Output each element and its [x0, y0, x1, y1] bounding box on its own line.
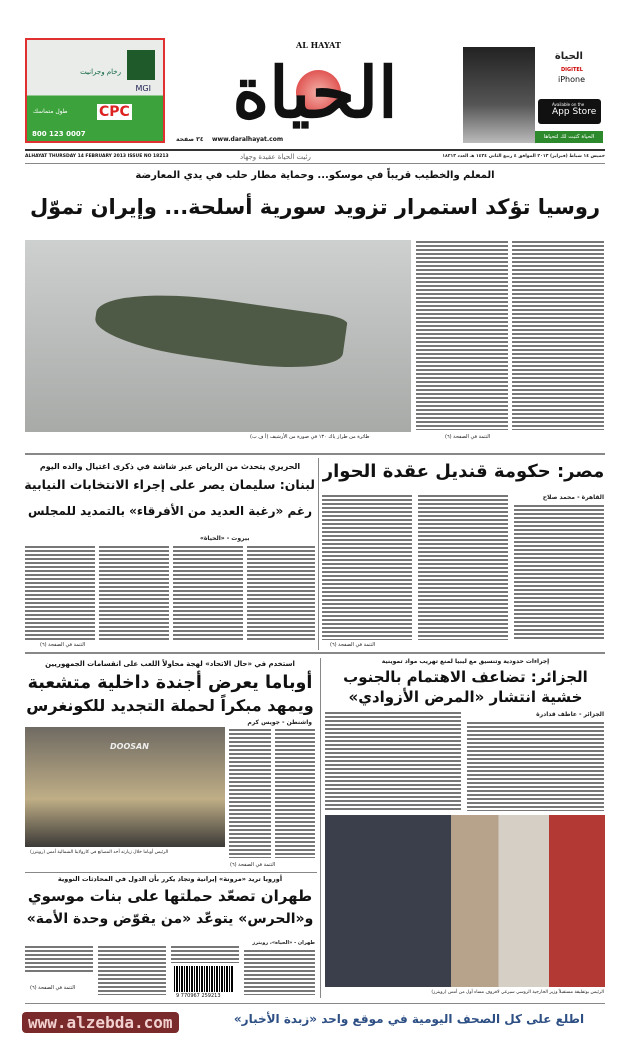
obama-headline-2: ويمهد مبكراً لحملة التجديد للكونغرس [26, 696, 314, 715]
footer-url[interactable]: www.alzebda.com [22, 1012, 179, 1033]
section-rule-2 [25, 652, 605, 654]
section-rule-3 [25, 872, 317, 873]
algeria-headline-2: خشية انتشار «المرض الأزوادي» [348, 688, 583, 706]
ad-phone: 800 123 0007 [32, 130, 86, 138]
iran-continued[interactable]: التتمة في الصفحة (٦) [30, 985, 76, 991]
algeria-col-1 [325, 711, 461, 811]
obama-photo-caption: الرئيس أوباما خلال زيارته أحد المصانع في كارولاينا الشمالية أمس (رويترز) [30, 850, 169, 855]
col-rule-2 [320, 658, 321, 998]
logo-ar: الحياة [232, 51, 398, 134]
egypt-continued[interactable]: التتمة في الصفحة (٦) [330, 642, 376, 648]
obama-continued[interactable]: التتمة في الصفحة (٦) [230, 862, 276, 868]
lead-col-2 [512, 240, 604, 430]
dateline-ar: خميس ١٤ شباط (فبراير) ٢٠١٣ الموافق ٤ ربيع الثاني ١٤٣٤ هـ العدد ١٨٢١٣ [442, 154, 605, 159]
algeria-col-2 [467, 721, 604, 811]
ad-logo: الحياة [554, 51, 583, 62]
app-store-badge[interactable] [538, 99, 601, 124]
lebanon-col-4 [247, 545, 315, 640]
mgi-tagline: رخام وجرانيت [80, 68, 121, 76]
dateline-rule [25, 163, 605, 164]
obama-byline: واشنطن - جويس كرم [247, 719, 312, 726]
barcode-number: 9 770967 259213 [176, 993, 221, 999]
mgi-label: MGI [135, 84, 151, 93]
algeria-photo-caption: الرئيس بوتفليقة مستقبلاً وزير الخارجية الروسي سيرغي لافروف مساء أول من أمس (رويترز) [431, 990, 604, 995]
algeria-kicker: إجراءات حدودية وتنسيق مع ليبيا لمنع تهريب مواد تموينية [381, 658, 550, 665]
device: iPhone [557, 75, 585, 84]
lead-headline: روسيا تؤكد استمرار تزويد سورية أسلحة... وإيران تموّل [29, 195, 601, 219]
lebanon-col-2 [99, 545, 169, 640]
iran-col-1 [25, 945, 93, 973]
cpc-logo: CPC [99, 104, 130, 120]
cpc-text: طول متماسك [33, 108, 68, 115]
ad-iphone-app[interactable] [463, 47, 603, 143]
footer-promo[interactable]: اطلع على كل الصحف اليومية في موقع واحد «زبدة الأخبار» [233, 1012, 585, 1026]
jet-shape [92, 283, 348, 377]
mgi-logo [127, 50, 155, 80]
algeria-photo [325, 815, 605, 987]
phones-image [463, 47, 535, 143]
col-rule-1 [318, 458, 319, 650]
iran-kicker: أوروبا تريد «مرونة» إيرانية وتجاد يكرر بأن الدول في المحادثات النووية [57, 875, 283, 883]
algeria-headline-1: الجزائر: تضاعف الاهتمام بالجنوب [343, 668, 588, 686]
lebanon-headline-2: رغم «رغبة العديد من الأفرقاء» بالتمديد للمجلس [27, 504, 312, 518]
obama-col-1 [229, 728, 271, 858]
logo-en: AL HAYAT [296, 40, 341, 50]
iran-headline-2: و«الحرس» يتوعّد «من يقوّض وحدة الأمة» [26, 911, 314, 927]
iran-headline-1: طهران تصعّد حملتها على بنات موسوي [27, 887, 313, 905]
obama-photo [25, 727, 225, 847]
lead-continued[interactable]: التتمة في الصفحة (٦) [445, 434, 491, 440]
iran-byline: طهران - «الحياة»، رويترز [252, 940, 315, 946]
section-rule-1 [25, 453, 605, 455]
lebanon-continued[interactable]: التتمة في الصفحة (٦) [40, 642, 86, 648]
page-count: ٣٤ صفحة [176, 136, 204, 143]
lead-photo-caption: طائرة من طراز ياك ١٣٠ في صورة من الأرشيف (أ ف ب) [250, 434, 370, 440]
egypt-col-3 [514, 504, 604, 640]
iran-col-3 [171, 945, 239, 963]
barcode [174, 966, 234, 992]
lead-kicker: المعلم والخطيب قريباً في موسكو... وحماية مطار حلب في يدي المعارضة [135, 170, 495, 181]
footer-rule [25, 1003, 605, 1004]
lebanon-kicker: الحريري يتحدث من الرياض عبر شاشة في ذكرى اغتيال والده اليوم [39, 462, 301, 471]
lebanon-byline: بيروت - «الحياة» [200, 535, 250, 542]
iran-col-2 [98, 945, 166, 995]
carrier: DIGITEL [561, 67, 583, 73]
obama-col-2 [275, 728, 315, 858]
egypt-byline: القاهرة - محمد صلاح [542, 494, 604, 501]
algeria-byline: الجزائر - عاطف قدادرة [536, 711, 604, 718]
slogan: رئيت الحياة عقيدة وجهاد [240, 153, 311, 161]
lebanon-headline-1: لبنان: سليمان يصر على إجراء الانتخابات النيابية [24, 477, 315, 492]
store-small: Available on the [552, 102, 585, 107]
lead-col-1 [416, 240, 508, 430]
ad-caption: الحياة كتبت لك لتحياها [535, 131, 603, 143]
store-name: App Store [552, 107, 597, 117]
iran-col-4 [244, 949, 315, 995]
egypt-col-1 [322, 494, 412, 640]
dateline-en: ALHAYAT THURSDAY 14 FEBRUARY 2013 ISSUE NO 18213 [25, 154, 169, 159]
lebanon-col-1 [25, 545, 95, 640]
obama-headline-1: أوباما يعرض أجندة داخلية متشعبة [27, 673, 313, 693]
lebanon-col-3 [173, 545, 243, 640]
egypt-headline: مصر: حكومة قنديل عقدة الحوار [322, 461, 605, 482]
doosan-sign: DOOSAN [110, 742, 149, 751]
masthead-rule [25, 149, 605, 151]
egypt-col-2 [418, 494, 508, 640]
obama-kicker: استخدم في «حال الاتحاد» لهجة محاولاً اللعب على انقسامات الجمهوريين [45, 660, 295, 668]
lead-photo-jet [25, 240, 411, 432]
website-link[interactable]: www.daralhayat.com [212, 136, 284, 143]
ad-mgi-cpc[interactable] [25, 38, 165, 143]
